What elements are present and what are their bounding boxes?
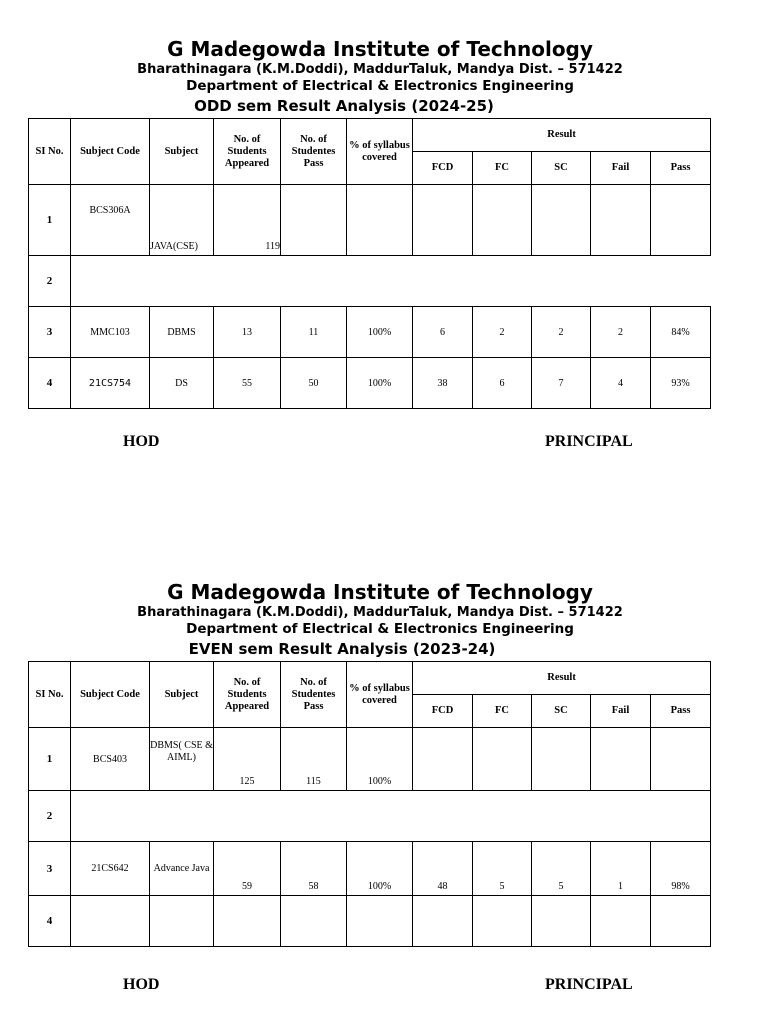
cell-appeared: 119 [214,185,281,256]
header-students-pass: No. of Studentes Pass [281,662,347,728]
cell-pass: 58 [281,842,347,896]
cell-fcd: 6 [413,307,473,358]
cell-empty-row [71,256,711,307]
cell-fc: 6 [473,358,532,409]
cell-appeared: 55 [214,358,281,409]
cell-sc: 2 [532,307,591,358]
cell-pass-pct: 98% [651,842,711,896]
table-row [29,256,711,307]
cell-fail: 4 [591,358,651,409]
cell-sl: 4 [29,358,71,409]
cell-syllabus: 100% [347,307,413,358]
cell-subject: DBMS( CSE & AIML) [150,728,214,791]
header-students-appeared: No. of Students Appeared [214,662,281,728]
header-fc: FC [473,152,532,185]
cell-sc [532,896,591,947]
cell-fail [591,728,651,791]
institute-name: G Madegowda Institute of Technology [167,37,593,61]
cell-pass: 11 [281,307,347,358]
header-fc: FC [473,695,532,728]
principal-signature-label: PRINCIPAL [545,433,633,450]
cell-pass [281,185,347,256]
department-name: Department of Electrical & Electronics Engineering [186,78,574,94]
cell-fcd [413,896,473,947]
hod-signature-label: HOD [123,433,160,450]
cell-fail: 2 [591,307,651,358]
cell-pass: 50 [281,358,347,409]
table-row [29,791,711,842]
header-subject: Subject [150,119,214,185]
table-row [29,358,711,409]
cell-subject: Advance Java [150,842,214,896]
header-result: Result [413,662,711,695]
header-fcd: FCD [413,695,473,728]
institute-name: G Madegowda Institute of Technology [167,580,593,604]
header-fcd: FCD [413,152,473,185]
cell-syllabus [347,896,413,947]
cell-appeared: 59 [214,842,281,896]
cell-syllabus: 100% [347,358,413,409]
cell-sc: 7 [532,358,591,409]
cell-subject: JAVA(CSE) [150,185,214,256]
header-pass: Pass [651,695,711,728]
cell-fc [473,896,532,947]
cell-sc [532,185,591,256]
table-row [29,842,711,896]
cell-sl: 3 [29,842,71,896]
cell-pass-pct [651,728,711,791]
cell-code: BCS306A [71,185,150,256]
table-row [29,185,711,256]
table-row [29,728,711,791]
principal-signature-label: PRINCIPAL [545,976,633,993]
cell-fcd [413,728,473,791]
cell-appeared [214,896,281,947]
header-sl-no: SI No. [29,662,71,728]
hod-signature-label: HOD [123,976,160,993]
cell-pass-pct [651,185,711,256]
cell-fc: 5 [473,842,532,896]
cell-code [71,896,150,947]
header-subject: Subject [150,662,214,728]
result-table [28,661,711,947]
cell-pass-pct [651,896,711,947]
cell-code: 21CS754 [71,358,150,409]
cell-sl: 4 [29,896,71,947]
header-students-pass: No. of Studentes Pass [281,119,347,185]
header-syllabus-covered: % of syllabus covered [347,119,413,185]
header-subject-code: Subject Code [71,662,150,728]
cell-sl: 1 [29,185,71,256]
institute-address: Bharathinagara (K.M.Doddi), MaddurTaluk, Mandya Dist. – 571422 [137,605,623,620]
header-sc: SC [532,695,591,728]
header-fail: Fail [591,695,651,728]
header-subject-code: Subject Code [71,119,150,185]
cell-fcd: 38 [413,358,473,409]
cell-empty-row [71,791,711,842]
cell-pass-pct: 93% [651,358,711,409]
header-sc: SC [532,152,591,185]
cell-sc [532,728,591,791]
cell-syllabus [347,185,413,256]
cell-pass [281,896,347,947]
cell-sl: 3 [29,307,71,358]
header-fail: Fail [591,152,651,185]
cell-fc [473,728,532,791]
cell-code: MMC103 [71,307,150,358]
cell-subject [150,896,214,947]
cell-fail: 1 [591,842,651,896]
cell-fcd [413,185,473,256]
cell-appeared: 125 [214,728,281,791]
cell-fc [473,185,532,256]
header-pass: Pass [651,152,711,185]
cell-pass: 115 [281,728,347,791]
cell-pass-pct: 84% [651,307,711,358]
header-result: Result [413,119,711,152]
cell-sl: 1 [29,728,71,791]
header-syllabus-covered: % of syllabus covered [347,662,413,728]
cell-appeared: 13 [214,307,281,358]
cell-subject: DS [150,358,214,409]
cell-fc: 2 [473,307,532,358]
cell-fcd: 48 [413,842,473,896]
header-students-appeared: No. of Students Appeared [214,119,281,185]
cell-sl: 2 [29,256,71,307]
cell-sl: 2 [29,791,71,842]
cell-syllabus: 100% [347,728,413,791]
cell-subject: DBMS [150,307,214,358]
result-analysis-title: ODD sem Result Analysis (2024-25) [194,97,494,115]
result-table [28,118,711,409]
header-sl-no: SI No. [29,119,71,185]
institute-address: Bharathinagara (K.M.Doddi), MaddurTaluk, Mandya Dist. – 571422 [137,62,623,77]
result-analysis-title: EVEN sem Result Analysis (2023-24) [188,640,496,658]
department-name: Department of Electrical & Electronics Engineering [186,621,574,637]
cell-code: 21CS642 [71,842,150,896]
cell-fail [591,896,651,947]
cell-syllabus: 100% [347,842,413,896]
table-row [29,896,711,947]
cell-fail [591,185,651,256]
cell-sc: 5 [532,842,591,896]
table-row [29,307,711,358]
cell-code: BCS403 [71,728,150,791]
